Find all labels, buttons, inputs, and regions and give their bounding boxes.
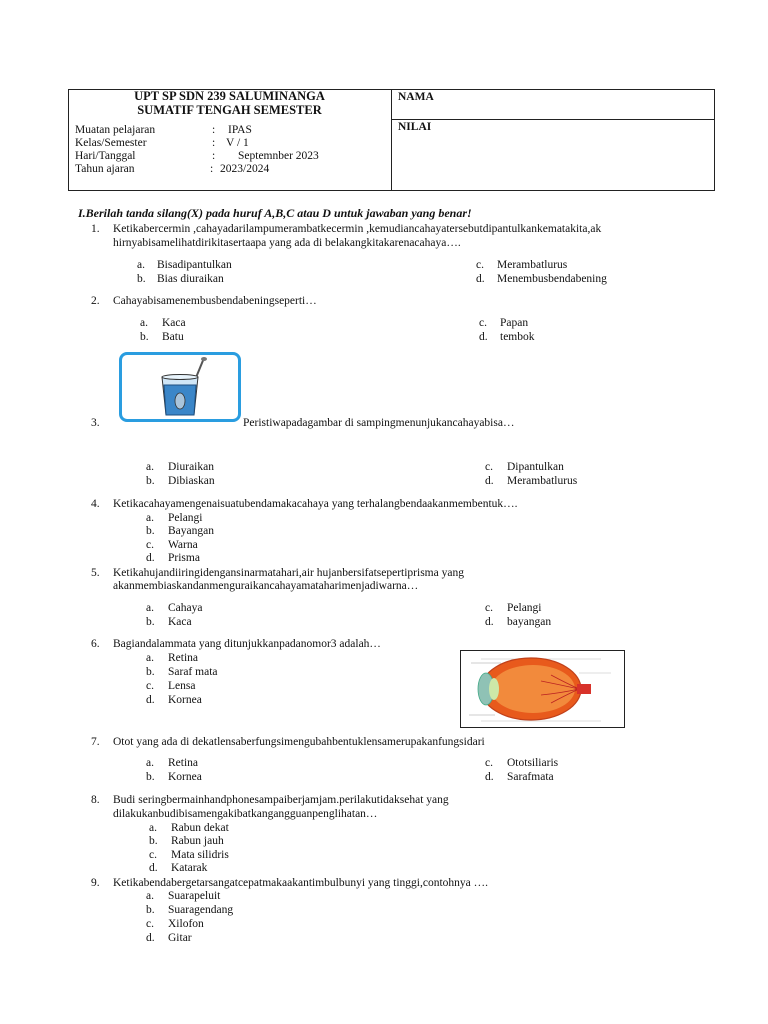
info-sep: :	[212, 137, 216, 149]
option-letter: d.	[479, 331, 488, 343]
question-text: Budi seringbermainhandphonesampaiberjamjam.perilakutidaksehat yang	[113, 794, 449, 806]
option-text: Suarapeluit	[168, 890, 221, 902]
option-text: Pelangi	[168, 512, 203, 524]
option-text: Dipantulkan	[507, 461, 564, 473]
option-letter: d.	[485, 616, 494, 628]
option-text: Merambatlurus	[497, 259, 568, 271]
question-number: 4.	[91, 498, 100, 510]
option-letter: c.	[146, 918, 154, 930]
option-letter: b.	[137, 273, 146, 285]
option-letter: d.	[476, 273, 485, 285]
option-letter: d.	[149, 862, 158, 874]
option-text: Pelangi	[507, 602, 542, 614]
info-value-year: 2023/2024	[220, 163, 270, 175]
option-text: bayangan	[507, 616, 552, 628]
question-text: Bagiandalammata yang ditunjukkanpadanomor3 adalah…	[113, 638, 381, 650]
question-text: Ketikacahayamengenaisuatubendamakacahaya yang terhalangbendaakanmembentuk….	[113, 498, 518, 510]
option-text: Rabun dekat	[171, 822, 229, 834]
option-letter: a.	[146, 757, 154, 769]
info-value-class: V / 1	[226, 137, 249, 149]
question-text: Ketikabercermin ,cahayadarilampumerambatkecermin ,kemudiancahayatersebutdipantulkankematakita,ak	[113, 223, 602, 235]
option-text: Saraf mata	[168, 666, 218, 678]
option-text: Kornea	[168, 771, 202, 783]
option-text: Batu	[162, 331, 184, 343]
option-text: Kornea	[168, 694, 202, 706]
option-letter: c.	[485, 602, 493, 614]
option-letter: a.	[140, 317, 148, 329]
option-text: Bayangan	[168, 525, 214, 537]
question-text: Cahayabisamenembusbendabeningseperti…	[113, 295, 317, 307]
option-text: Bias diuraikan	[157, 273, 224, 285]
eye-anatomy-icon	[461, 651, 624, 727]
glass-spoon-image	[119, 352, 241, 422]
option-letter: b.	[146, 525, 155, 537]
info-sep: :	[212, 124, 216, 136]
option-letter: c.	[485, 757, 493, 769]
option-letter: d.	[146, 694, 155, 706]
header-divider-horizontal	[391, 119, 715, 120]
question-number: 1.	[91, 223, 100, 235]
option-text: Cahaya	[168, 602, 203, 614]
question-text: akanmembiaskandanmenguraikancahayamataharimenjadiwarna…	[113, 580, 419, 592]
option-text: Kaca	[162, 317, 186, 329]
option-letter: c.	[485, 461, 493, 473]
option-letter: d.	[485, 771, 494, 783]
option-text: Merambatlurus	[507, 475, 578, 487]
info-value-subject: IPAS	[228, 124, 252, 136]
question-number: 7.	[91, 736, 100, 748]
option-letter: c.	[149, 849, 157, 861]
question-number: 8.	[91, 794, 100, 806]
question-number: 2.	[91, 295, 100, 307]
option-letter: b.	[140, 331, 149, 343]
option-text: Xilofon	[168, 918, 204, 930]
question-text: Ketikabendabergetarsangatcepatmakaakantimbulbunyi yang tinggi,contohnya ….	[113, 877, 489, 889]
option-letter: b.	[146, 666, 155, 678]
info-label-year: Tahun ajaran	[75, 163, 135, 175]
option-letter: a.	[149, 822, 157, 834]
info-label-subject: Muatan pelajaran	[75, 124, 156, 136]
option-text: Lensa	[168, 680, 196, 692]
option-letter: b.	[146, 771, 155, 783]
option-letter: b.	[146, 475, 155, 487]
info-sep: :	[212, 150, 216, 162]
option-text: Katarak	[171, 862, 208, 874]
eye-diagram	[460, 650, 625, 728]
option-letter: c.	[146, 539, 154, 551]
option-text: Menembusbendabening	[497, 273, 607, 285]
option-text: Suaragendang	[168, 904, 234, 916]
option-text: Mata silidris	[171, 849, 229, 861]
question-text: Ketikahujandiiringidengansinarmatahari,air hujanbersifatsepertiprisma yang	[113, 567, 464, 579]
option-text: Prisma	[168, 552, 200, 564]
option-letter: a.	[146, 652, 154, 664]
instruction: I.Berilah tanda silang(X) pada huruf A,B,C atau D untuk jawaban yang benar!	[78, 206, 472, 220]
option-text: tembok	[500, 331, 535, 343]
question-number: 9.	[91, 877, 100, 889]
option-text: Papan	[500, 317, 529, 329]
option-text: Retina	[168, 652, 199, 664]
option-text: Bisadipantulkan	[157, 259, 232, 271]
option-letter: d.	[485, 475, 494, 487]
option-text: Kaca	[168, 616, 192, 628]
question-text: dilakukanbudibisamengakibatkangangguanpenglihatan…	[113, 808, 378, 820]
option-letter: b.	[146, 904, 155, 916]
option-text: Sarafmata	[507, 771, 554, 783]
info-label-date: Hari/Tanggal	[75, 150, 136, 162]
option-letter: c.	[479, 317, 487, 329]
name-label: NAMA	[398, 91, 434, 103]
option-text: Ototsiliaris	[507, 757, 559, 769]
option-text: Rabun jauh	[171, 835, 224, 847]
option-letter: b.	[149, 835, 158, 847]
option-text: Gitar	[168, 932, 192, 944]
glass-spoon-icon	[122, 355, 238, 419]
option-letter: a.	[146, 512, 154, 524]
question-number: 5.	[91, 567, 100, 579]
school-name: UPT SP SDN 239 SALUMINANGA	[134, 89, 325, 103]
question-number: 3.	[91, 417, 100, 429]
option-letter: b.	[146, 616, 155, 628]
option-letter: c.	[476, 259, 484, 271]
option-text: Diuraikan	[168, 461, 214, 473]
question-number: 6.	[91, 638, 100, 650]
question-text: Otot yang ada di dekatlensaberfungsimengubahbentuklensamerupakanfungsidari	[113, 736, 485, 748]
option-letter: a.	[146, 890, 154, 902]
option-text: Warna	[168, 539, 198, 551]
option-letter: a.	[137, 259, 145, 271]
option-text: Dibiaskan	[168, 475, 215, 487]
question-text: hirnyabisamelihatdirikitasertaapa yang ada di belakangkitakarenacahaya….	[113, 237, 461, 249]
info-label-class: Kelas/Semester	[75, 137, 147, 149]
exam-title: SUMATIF TENGAH SEMESTER	[137, 103, 322, 117]
option-letter: d.	[146, 932, 155, 944]
question-text: Peristiwapadagambar di sampingmenunjukancahayabisa…	[243, 417, 515, 429]
option-letter: a.	[146, 461, 154, 473]
header-divider-vertical	[391, 89, 392, 191]
score-label: NILAI	[398, 121, 432, 133]
info-sep: :	[210, 163, 214, 175]
info-value-date: Septemnber 2023	[238, 150, 319, 162]
option-text: Retina	[168, 757, 199, 769]
option-letter: d.	[146, 552, 155, 564]
option-letter: a.	[146, 602, 154, 614]
option-letter: c.	[146, 680, 154, 692]
